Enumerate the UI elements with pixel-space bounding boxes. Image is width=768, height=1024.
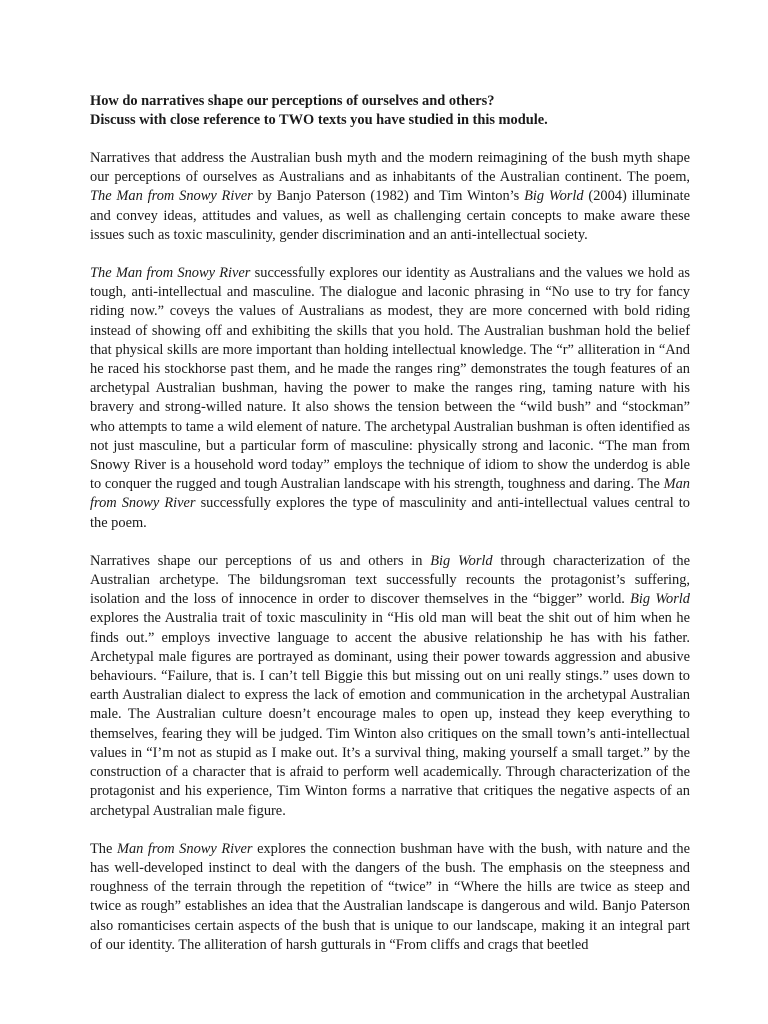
text-run: Narratives shape our perceptions of us and others in: [90, 552, 431, 569]
spacer: [90, 245, 690, 264]
spacer: [90, 533, 690, 552]
paragraph-intro: [90, 149, 690, 245]
text-run: The: [90, 840, 117, 857]
text-run: explores the connection bushman have with the bush, with nature and the has well-developed instinct to deal with the dangers of the bush. The emphasis on the steepness and roughness of the terrain through the repetition of “twice” in “Where the hills are twice as steep and twice as rough” establishes an idea that the Australian landscape is dangerous and wild. Banjo Paterson also romanticises certain aspects of the bush that is unique to our landscape, making it an integral part of our identity. The alliteration of harsh gutturals in “From cliffs and crags that beetled: [90, 840, 690, 953]
paragraph-snowy-river: [90, 264, 690, 533]
title-italic: Big World: [430, 552, 493, 569]
text-run: (2004) illuminate and convey ideas, attitudes and values, as well as challenging certain concepts to make aware these issues such as toxic masculinity, gender discrimination and an anti-intellectual society.: [90, 188, 690, 243]
paragraph-bush-connection: [90, 840, 690, 955]
essay-question-line-2: Discuss with close reference to TWO texts you have studied in this module.: [90, 112, 548, 128]
text-run: successfully explores our identity as Australians and the values we hold as tough, anti-intellectual and masculine. The dialogue and laconic phrasing in “No use to try for fancy riding now.” coveys the values of Australians as modest, they are more concerned with bold riding instead of showing off and exhibiting the skills that you hold. The Australian bushman hold the belief that physical skills are more important than holding intellectual knowledge. The “r” alliteration in “And he raced his stockhorse past them, and he made the ranges ring” demonstrates the tough features of an archetypal Australian bushman, having the power to make the ranges ring, taming nature with his bravery and strong-willed nature. It also shows the tension between the “wild bush” and “stockman” who attempts to tame a wild element of nature. The archetypal Australian bushman is often identified as not just masculine, but a particular form of masculine: physically strong and laconic. “The man from Snowy River is a household word today” employs the technique of idiom to show the underdog is able to conquer the rugged and tough Australian landscape with his strength, toughness and daring. The: [90, 265, 690, 493]
paragraph-big-world: [90, 552, 690, 821]
text-run: by Banjo Paterson (1982) and Tim Winton’s: [252, 188, 525, 205]
title-italic: The Man from Snowy River: [90, 188, 253, 205]
spacer: [90, 821, 690, 840]
text-run: explores the Australia trait of toxic masculinity in “His old man will beat the shit out of him when he finds out.” employs invective language to accent the abusive relationship he has with his father. Archetypal male figures are portrayed as dominant, using their power towards aggression and abusive behaviours. “Failure, that is. I can’t tell Biggie this but missing out on uni really stings.” uses down to earth Australian dialect to express the lack of emotion and communication in the archetypal Australian male. The Australian culture doesn’t encourage males to open up, instead they keep everything to themselves, fearing they will be judged. Tim Winton also critiques on the small town’s anti-intellectual values in “I’m not as stupid as I make out. It’s a survival thing, making yourself a small target.” by the construction of a character that is afraid to perform well academically. Through characterization of the protagonist and his experience, Tim Winton forms a narrative that critiques the negative aspects of an archetypal Australian male figure.: [90, 610, 690, 819]
spacer: [90, 130, 690, 149]
title-italic: Big World: [524, 188, 584, 205]
essay-question-line-1: How do narratives shape our perceptions of ourselves and others?: [90, 93, 495, 109]
title-italic: Man from Snowy River: [116, 840, 253, 857]
text-run: through characterization of the Australian archetype. The bildungsroman text successfully recounts the protagonist’s suffering, isolation and the loss of innocence in order to discover themselves in the “bigger” world.: [90, 552, 690, 608]
text-run: successfully explores the type of masculinity and anti-intellectual values central to the poem.: [90, 495, 690, 531]
title-italic: Man from Snowy River: [90, 476, 690, 512]
text-run: Narratives that address the Australian bush myth and the modern reimagining of the bush myth shape our perceptions of ourselves as Australians and as inhabitants of the Australian continent. The poem,: [90, 150, 690, 186]
title-italic: The Man from Snowy River: [90, 265, 251, 282]
title-italic: Big World: [630, 591, 690, 608]
